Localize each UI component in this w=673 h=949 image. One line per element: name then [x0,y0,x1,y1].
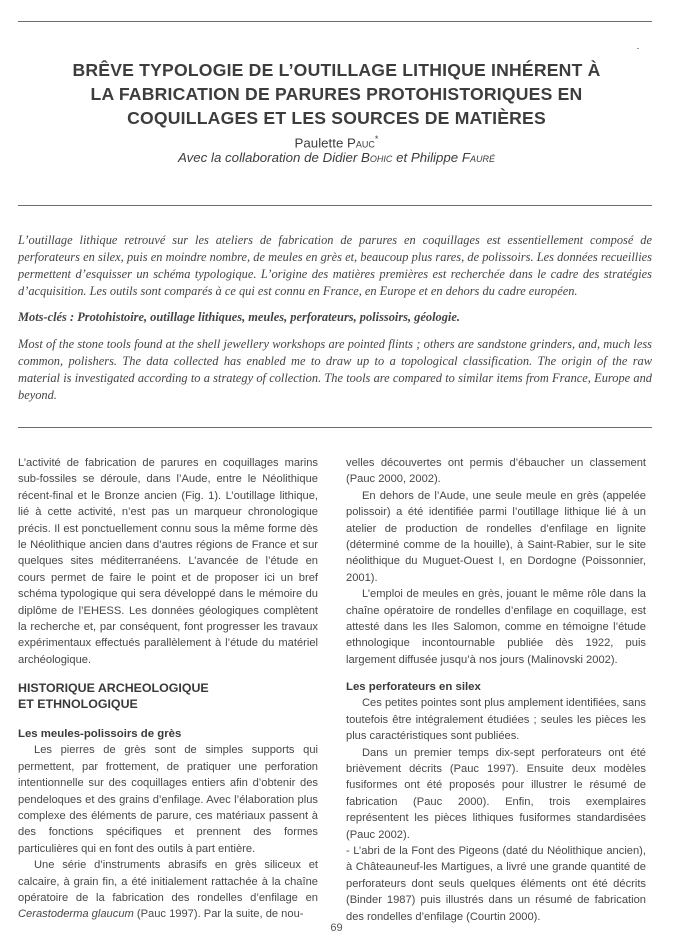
paragraph-continued: velles découvertes ont permis d’ébaucher un classement (Pauc 2000, 2002). [346,457,646,486]
subheading-meules: Les meules-polissoirs de grès [18,728,182,741]
paragraph-text: (Pauc 1997). Par la suite, de nou- [133,908,304,921]
paragraph: - L’abri de la Font des Pigeons (daté du Néolithique ancien), à Châteauneuf-les Martigues, a livré une grande quantité de perforateurs dont seuls quelques éléments ont été décrits (Binder 1987) puis illustrés dans un résumé de fabrication des rondelles d’enfilage (Courtin 2000). [346,844,646,923]
collaborators-line [0,149,673,166]
top-rule [18,21,652,22]
article-title [0,58,673,130]
body-column-left [18,455,318,923]
paragraph-text: Une série d’instruments abrasifs en grès siliceux et calcaire, à grain fin, a été initialement rattachée à la chaîne opératoire de la fabrication des rondelles d’enfilage en [18,859,318,904]
page-number: 69 [330,922,343,934]
collaborator-name: Bohic [361,150,393,165]
species-name: Cerastoderma glaucum [18,908,134,921]
spacer [346,668,646,679]
author-footnote-mark: * [374,134,379,144]
author-last-name: Pauc [347,135,375,151]
paragraph: L’emploi de meules en grès, jouant le même rôle dans la chaîne opératoire de rondelles d’enfilage en coquillage, est attesté dans les Iles Salomon, comme en témoigne l’étude ethnologique incontournable publiée dès 1922, puis largement diffusée jusqu’à nos jours (Malinovski 2002). [346,588,646,666]
paragraph: Les pierres de grès sont de simples supports qui permettent, par frottement, de pratiquer une perforation intentionnelle sur des coquillages entiers afin d’obtenir des pendeloques et des grains d’enfilage. Avec l’élaboration plus complexe des éléments de parure, ces matériaux passent à des fonctions spécifiques et prennent des formes particulières qui en font des outils à part entière. [18,744,318,855]
scan-speck [637,48,639,49]
section-heading [18,680,318,712]
title-line: BRÊVE TYPOLOGIE DE L’OUTILLAGE LITHIQUE INHÉRENT À [72,60,601,80]
subheading-perforateurs: Les perforateurs en silex [346,681,481,694]
title-line: COQUILLAGES ET LES SOURCES DE MATIÈRES [127,108,546,128]
author-first-name: Paulette [294,135,348,151]
body-column-right [346,455,646,925]
section-heading-line: HISTORIQUE ARCHEOLOGIQUE [18,681,209,696]
intro-paragraph: L’activité de fabrication de parures en coquillages marins sub-fossiles se déroule, dans l’Aude, entre le Néolithique récent-final et le Bronze ancien (Fig. 1). L’outillage lithique, lié à cette activité, n’est pas un marqueur chronologique précis. Il est ponctuellement connu sous la même forme dès le Néolithique ancien dans d’autres régions de France et sur quelques sites méditerranéens. L’avancée de l’étude en cours permet de faire le point et de proposer ici un bref schéma typologique qui sera développé dans le mémoire du diplôme de l’EHESS. Les données géologiques complètent la recherche et, par conséquent, font progresser les travaux expérimentaux effectués parallèlement à l’étude du matériel archéologique. [18,457,318,666]
collaborator-name: Fauré [461,150,496,165]
paragraph: En dehors de l’Aude, une seule meule en grès (appelée polissoir) a été identifiée parmi l’outillage lithique lié à un atelier de production de rondelles d’enfilage en lignite (déterminé comme de la houille), à Saint-Rabier, sur le site néolithique du Muguet-Ouest I, en Dordogne (Poissonnier, 2001). [346,489,646,584]
keywords: Mots-clés : Protohistoire, outillage lithiques, meules, perforateurs, polissoirs, géologie. [18,310,460,324]
abstract-english: Most of the stone tools found at the shell jewellery workshops are pointed flints ; others are sandstone grinders, and, much less common, polishers. The data collected has enabled me to draw up to a topological classification. The origin of the raw material is investigated according to a strategy of collection. The tools are compared to similar items from France, Europe and beyond. [18,337,652,402]
section-heading-line: ET ETHNOLOGIQUE [18,697,138,712]
paragraph: Dans un premier temps dix-sept perforateurs ont été brièvement décrits (Pauc 1997). Ensuite deux modèles fusiformes ont été proposés pour illustrer le résumé de fabrication (Pauc 2000). Enfin, trois exemplaires représentent les pièces lithiques fusiformes standardisées (Pauc 2002). [346,746,646,841]
abstract-bottom-rule [18,427,652,428]
title-line: LA FABRICATION DE PARURES PROTOHISTORIQUES EN [90,84,583,104]
paragraph: Ces petites pointes sont plus amplement identifiées, sans toutefois être intégralement étudiées ; seules les pièces les plus caractéristiques sont publiées. [346,697,646,743]
collab-prefix: Avec la collaboration de Didier [177,150,362,165]
paragraph [18,857,318,923]
collab-mid: et Philippe [392,150,462,165]
abstract-top-rule [18,205,652,206]
abstract-french: L’outillage lithique retrouvé sur les ateliers de fabrication de parures en coquillages est essentiellement composé de perforateurs en silex, puis en moindre nombre, de meules en grès et, beaucoup plus rares, de polissoirs. Les données recueillies permettent d’esquisser un schéma typologique. L’origine des matières premières est recherchée dans le cadre des stratégies d’acquisition. Les outils sont comparés à ce qui est connu en France, en Europe et en dehors du cadre européen. [18,233,652,298]
